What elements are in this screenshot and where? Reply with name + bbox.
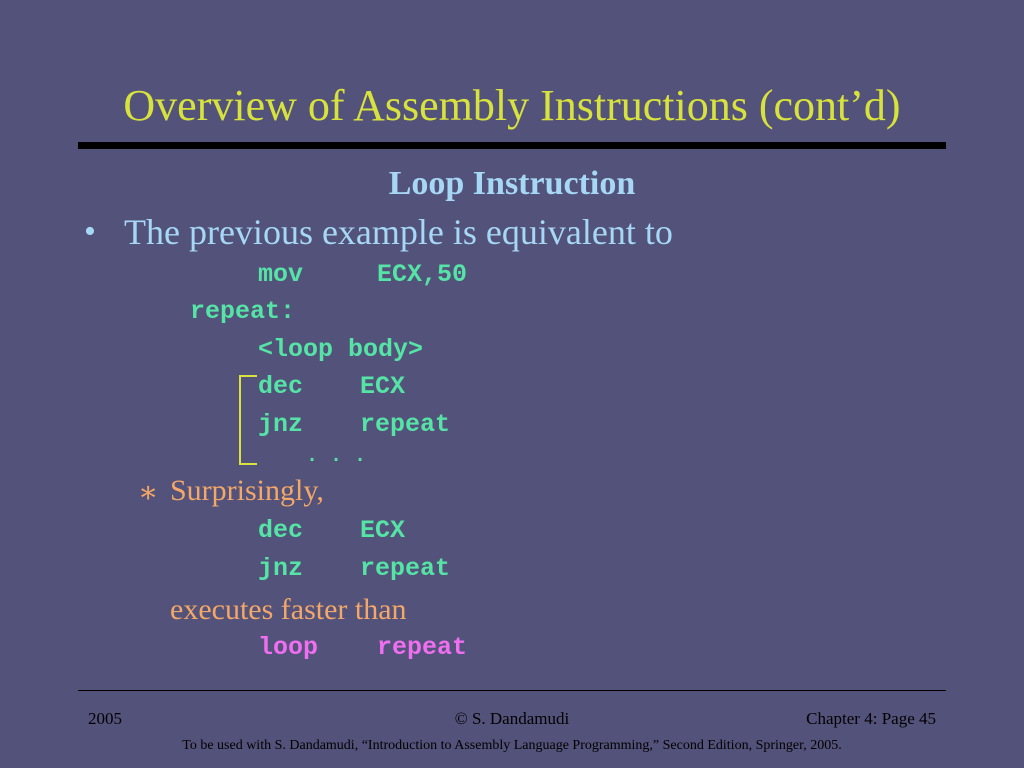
code-label: repeat: xyxy=(190,297,296,326)
code-arg: ECX,50 xyxy=(377,260,468,289)
sub-bullet-text: Surprisingly, xyxy=(170,474,324,507)
code-arg: repeat xyxy=(360,410,451,439)
connector-text: executes faster than xyxy=(170,593,407,626)
footer-note: To be used with S. Dandamudi, “Introduction to Assembly Language Programming,” Second Edition, Springer, 2005. xyxy=(182,738,842,753)
code-ellipsis: . . . xyxy=(306,445,367,468)
footer-year: 2005 xyxy=(88,709,122,728)
code-op: jnz xyxy=(258,554,304,583)
code-arg: repeat xyxy=(360,554,451,583)
bullet-icon: • xyxy=(84,213,96,250)
footer-author: © S. Dandamudi xyxy=(454,709,570,728)
footer-page: Chapter 4: Page 45 xyxy=(806,709,936,728)
slide-title: Overview of Assembly Instructions (cont’d) xyxy=(123,81,901,130)
slide-subtitle: Loop Instruction xyxy=(388,165,636,202)
bracket-icon xyxy=(239,375,257,465)
code-arg: ECX xyxy=(360,372,406,401)
sub-bullet-icon: ∗ xyxy=(138,476,159,509)
code-op-highlight: loop xyxy=(258,633,319,662)
code-line: <loop body> xyxy=(258,335,424,364)
bullet-text: The previous example is equivalent to xyxy=(124,212,673,252)
code-arg-highlight: repeat xyxy=(377,633,468,662)
code-arg: ECX xyxy=(360,516,406,545)
code-op: dec xyxy=(258,372,304,401)
code-op: dec xyxy=(258,516,304,545)
code-op: mov xyxy=(258,260,304,289)
title-divider xyxy=(78,142,946,149)
footer-divider xyxy=(78,690,946,691)
code-op: jnz xyxy=(258,410,304,439)
